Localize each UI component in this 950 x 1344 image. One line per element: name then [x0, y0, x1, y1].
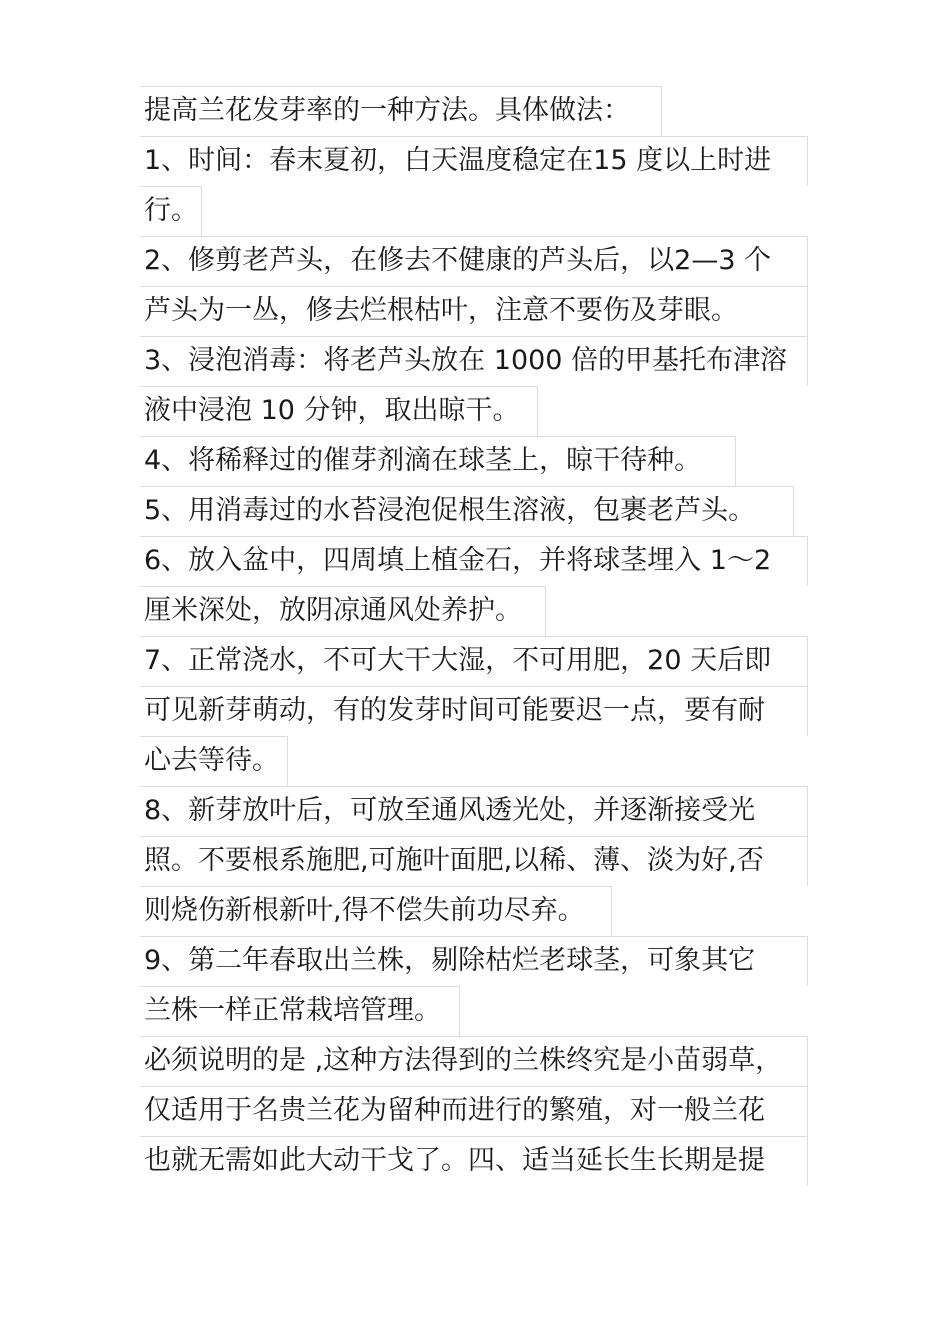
text-line: 可见新芽萌动，有的发芽时间可能要迟一点，要有耐	[144, 695, 765, 726]
text-line: 仅适用于名贵兰花为留种而进行的繁殖，对一般兰花	[144, 1095, 765, 1126]
text-line: 照。不要根系施肥,可施叶面肥,以稀、薄、淡为好,否	[144, 845, 764, 876]
text-line: 9、第二年春取出兰株，剔除枯烂老球茎，可象其它	[144, 945, 756, 976]
text-line: 7、正常浇水，不可大干大湿，不可用肥，20 天后即	[144, 645, 772, 676]
text-line: 厘米深处，放阴凉通风处养护。	[144, 595, 522, 626]
text-line: 6、放入盆中，四周填上植金石，并将球茎埋入 1～2	[144, 545, 772, 576]
text-line: 必须说明的是 ,这种方法得到的兰株终究是小苗弱草，	[144, 1045, 783, 1076]
text-line: 8、新芽放叶后，可放至通风透光处，并逐渐接受光	[144, 795, 756, 826]
text-line: 5、用消毒过的水苔浸泡促根生溶液，包裹老芦头。	[144, 495, 756, 526]
text-line: 兰株一样正常栽培管理。	[144, 995, 441, 1026]
text-line: 1、时间：春末夏初，白天温度稳定在15 度以上时进	[144, 145, 772, 176]
text-line: 心去等待。	[144, 745, 279, 776]
text-line: 芦头为一丛，修去烂根枯叶，注意不要伤及芽眼。	[144, 295, 738, 326]
text-line: 3、浸泡消毒：将老芦头放在 1000 倍的甲基托布津溶	[144, 345, 788, 376]
text-line: 行。	[144, 195, 198, 226]
text-line: 则烧伤新根新叶,得不偿失前功尽弃。	[144, 895, 585, 926]
text-line: 2、修剪老芦头，在修去不健康的芦头后，以2—3 个	[144, 245, 772, 276]
text-line: 提高兰花发芽率的一种方法。具体做法：	[144, 95, 630, 126]
text-line: 液中浸泡 10 分钟，取出晾干。	[144, 395, 520, 426]
text-line: 也就无需如此大动干戈了。四、适当延长生长期是提	[144, 1145, 765, 1176]
text-line: 4、将稀释过的催芽剂滴在球茎上，晾干待种。	[144, 445, 702, 476]
